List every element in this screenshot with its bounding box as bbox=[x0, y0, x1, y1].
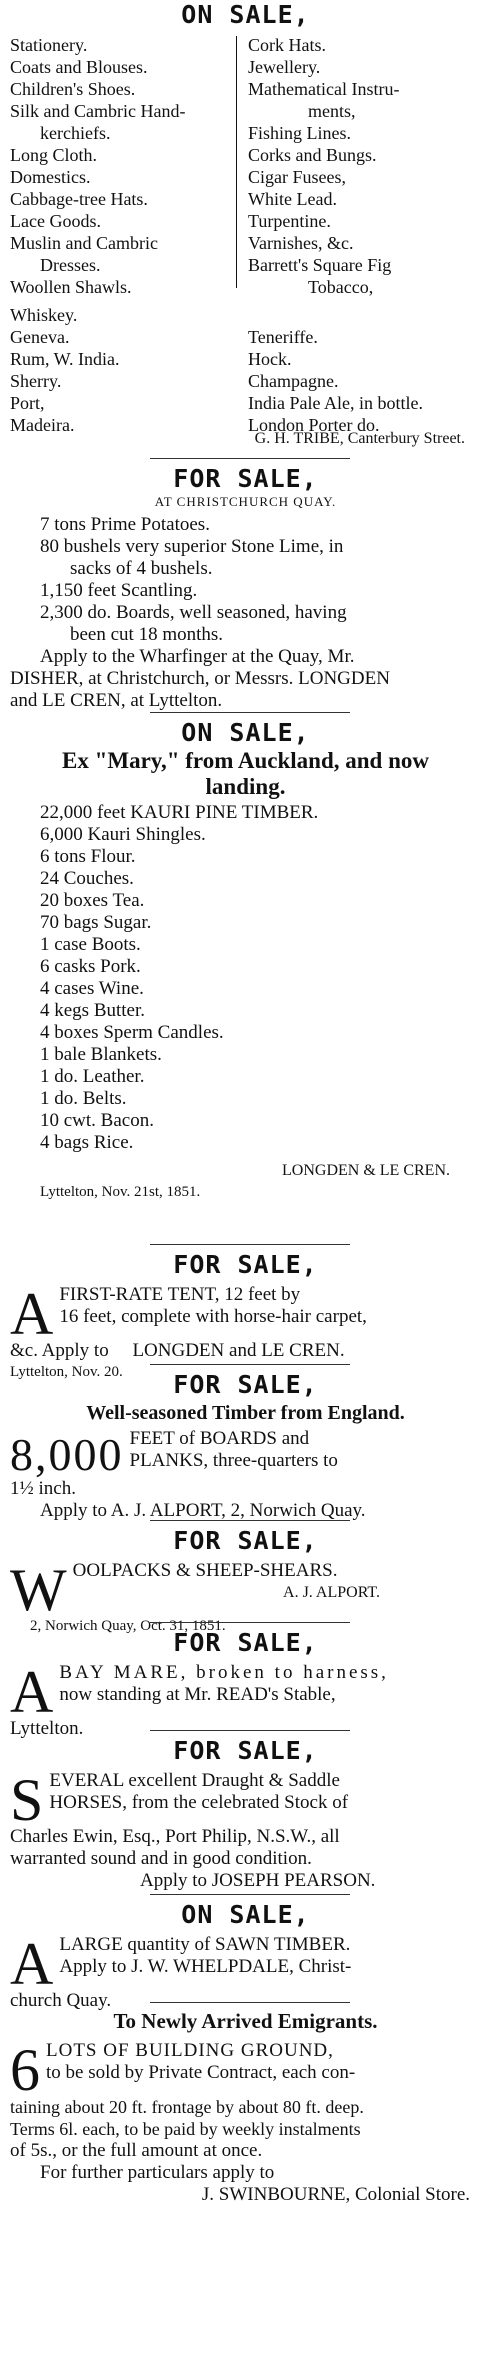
text-line: FIRST-RATE TENT, 12 feet by bbox=[59, 1284, 301, 1305]
ad-heading: To Newly Arrived Emigrants. bbox=[113, 2009, 378, 2033]
ad-heading: ON SALE, bbox=[181, 0, 310, 29]
list-item: Cabbage-tree Hats. bbox=[10, 189, 148, 209]
divider bbox=[150, 1894, 350, 1895]
list-item: ments, bbox=[308, 101, 356, 121]
drop-cap: 6 bbox=[10, 2037, 40, 2103]
text-line: Charles Ewin, Esq., Port Philip, N.S.W., all bbox=[10, 1826, 340, 1847]
divider bbox=[150, 1244, 350, 1245]
text-line: 80 bushels very superior Stone Lime, in bbox=[40, 536, 344, 557]
text-line: 6,000 Kauri Shingles. bbox=[40, 824, 206, 845]
text-line: 4 boxes Sperm Candles. bbox=[40, 1022, 224, 1043]
ad-subheading: Ex "Mary," from Auckland, and now landing. bbox=[62, 748, 429, 799]
list-item: Madeira. bbox=[10, 415, 75, 435]
drop-cap: A bbox=[10, 1659, 54, 1725]
list-item: Domestics. bbox=[10, 167, 91, 187]
text-line: now standing at Mr. READ's Stable, bbox=[59, 1684, 336, 1705]
ad-heading: FOR SALE, bbox=[173, 1628, 318, 1657]
list-item: Jewellery. bbox=[248, 57, 321, 77]
list-item: London Porter do. bbox=[248, 415, 380, 435]
text-line: DISHER, at Christchurch, or Messrs. LONGDEN bbox=[10, 668, 390, 689]
list-item: Corks and Bungs. bbox=[248, 145, 377, 165]
text-line: church Quay. bbox=[10, 1990, 112, 2011]
drop-cap: A bbox=[10, 1931, 54, 1997]
ad-body bbox=[10, 1659, 480, 1740]
ad-christchurch-quay bbox=[0, 464, 491, 711]
list-item: Muslin and Cambric bbox=[10, 233, 158, 253]
ad-body bbox=[10, 1931, 480, 2012]
list-item: India Pale Ale, in bottle. bbox=[248, 393, 423, 413]
divider bbox=[150, 1520, 350, 1521]
ad-heading: FOR SALE, bbox=[173, 1736, 318, 1765]
text-line: LARGE quantity of SAWN TIMBER. bbox=[59, 1934, 351, 1955]
text-line: been cut 18 months. bbox=[70, 624, 224, 645]
text-line: 70 bags Sugar. bbox=[40, 912, 152, 933]
text-line: 10 cwt. Bacon. bbox=[40, 1110, 154, 1131]
list-item: Long Cloth. bbox=[10, 145, 98, 165]
big-number: 8,000 bbox=[10, 1429, 124, 1480]
ad-subheading: AT CHRISTCHURCH QUAY. bbox=[154, 494, 337, 509]
text-line: 1½ inch. bbox=[10, 1478, 76, 1499]
divider bbox=[150, 1622, 350, 1623]
list-item: Coats and Blouses. bbox=[10, 57, 148, 77]
text-line: 1 bale Blankets. bbox=[40, 1044, 162, 1065]
text-line: FEET of BOARDS and bbox=[129, 1428, 310, 1449]
divider bbox=[150, 458, 350, 459]
text-line: and LE CREN, at Lyttelton. bbox=[10, 690, 223, 711]
text-line: Lyttelton. bbox=[10, 1718, 84, 1739]
text-line: to be sold by Private Contract, each con- bbox=[46, 2062, 356, 2083]
text-line: EVERAL excellent Draught & Saddle bbox=[49, 1770, 340, 1791]
ad-ex-mary bbox=[0, 718, 491, 1200]
text-line: 2,300 do. Boards, well seasoned, having bbox=[40, 602, 347, 623]
list-item: Lace Goods. bbox=[10, 211, 101, 231]
text-line: 4 cases Wine. bbox=[40, 978, 144, 999]
list-item: Cigar Fusees, bbox=[248, 167, 346, 187]
ad-subheading: Well-seasoned Timber from England. bbox=[86, 1402, 405, 1424]
list-item: White Lead. bbox=[248, 189, 337, 209]
list-item: Mathematical Instru- bbox=[248, 79, 400, 99]
text-line: Apply to A. J. ALPORT, 2, Norwich Quay. bbox=[40, 1500, 366, 1521]
ad-body bbox=[10, 1557, 480, 1636]
text-line: 20 boxes Tea. bbox=[40, 890, 145, 911]
list-item: Tobacco, bbox=[308, 277, 374, 297]
list-item: Teneriffe. bbox=[248, 327, 318, 347]
ad-heading: FOR SALE, bbox=[173, 464, 318, 493]
list-item: Woollen Shawls. bbox=[10, 277, 132, 297]
ad-body bbox=[10, 1767, 480, 1892]
list-item: Barrett's Square Fig bbox=[248, 255, 392, 275]
drop-cap: S bbox=[10, 1767, 44, 1833]
ad-timber-england bbox=[0, 1370, 491, 1521]
ad-body bbox=[10, 514, 480, 712]
ad-heading: ON SALE, bbox=[181, 1900, 310, 1929]
list-item: Turpentine. bbox=[248, 211, 331, 231]
right-item-list bbox=[248, 34, 423, 436]
text-line: 6 tons Flour. bbox=[40, 846, 136, 867]
divider bbox=[150, 1364, 350, 1365]
text-line: 4 kegs Butter. bbox=[40, 1000, 146, 1021]
text-line: Apply to the Wharfinger at the Quay, Mr. bbox=[40, 646, 355, 667]
drop-cap: W bbox=[10, 1557, 67, 1623]
text-line: BAY MARE, broken to harness, bbox=[59, 1662, 389, 1683]
divider bbox=[150, 1730, 350, 1731]
text-line: 4 bags Rice. bbox=[40, 1132, 134, 1153]
column-divider bbox=[236, 36, 237, 288]
list-item: Port, bbox=[10, 393, 45, 413]
left-item-list bbox=[10, 34, 185, 436]
ad-heading: FOR SALE, bbox=[173, 1370, 318, 1399]
text-line: 6 casks Pork. bbox=[40, 956, 141, 977]
ad-heading: FOR SALE, bbox=[173, 1526, 318, 1555]
divider bbox=[150, 712, 350, 713]
list-item: kerchiefs. bbox=[40, 123, 111, 143]
list-item: Cork Hats. bbox=[248, 35, 326, 55]
divider bbox=[150, 2002, 350, 2003]
ad-general-goods bbox=[0, 0, 491, 447]
list-item: Hock. bbox=[248, 349, 292, 369]
text-line: For further particulars apply to bbox=[40, 2162, 275, 2183]
text-line: 1 do. Belts. bbox=[40, 1088, 127, 1109]
text-line: warranted sound and in good condition. bbox=[10, 1848, 312, 1869]
text-line: 1 case Boots. bbox=[40, 934, 141, 955]
list-item: Rum, W. India. bbox=[10, 349, 120, 369]
ad-heading: ON SALE, bbox=[181, 718, 310, 747]
ad-horses bbox=[0, 1736, 491, 1891]
ad-signature: J. SWINBOURNE, Colonial Store. bbox=[201, 2184, 470, 2205]
ad-body bbox=[10, 1428, 480, 1522]
text-line: PLANKS, three-quarters to bbox=[129, 1450, 338, 1471]
list-item: Children's Shoes. bbox=[10, 79, 136, 99]
text-line: sacks of 4 bushels. bbox=[70, 558, 213, 579]
list-item: Stationery. bbox=[10, 35, 88, 55]
text-line: Terms 6l. each, to be paid by weekly instalments bbox=[10, 2119, 361, 2139]
text-line: &c. Apply to LONGDEN and LE CREN. bbox=[10, 1340, 345, 1361]
ad-dateline: Lyttelton, Nov. 20. bbox=[10, 1364, 123, 1380]
ad-signature: A. J. ALPORT. bbox=[283, 1584, 380, 1601]
text-line: 24 Couches. bbox=[40, 868, 134, 889]
text-line: 16 feet, complete with horse-hair carpet, bbox=[59, 1306, 367, 1327]
list-item: Silk and Cambric Hand- bbox=[10, 101, 186, 121]
text-line: of 5s., or the full amount at once. bbox=[10, 2140, 263, 2161]
list-item: Champagne. bbox=[248, 371, 339, 391]
list-item: Whiskey. bbox=[10, 305, 78, 325]
ad-body bbox=[10, 1281, 480, 1382]
ad-body bbox=[10, 2037, 480, 2206]
ad-dateline: Lyttelton, Nov. 21st, 1851. bbox=[40, 1184, 201, 1200]
text-line: Apply to J. W. WHELPDALE, Christ- bbox=[59, 1956, 352, 1977]
ad-dateline: 2, Norwich Quay, Oct. 31, 1851. bbox=[30, 1618, 226, 1634]
ad-signature: G. H. TRIBE, Canterbury Street. bbox=[254, 430, 465, 447]
text-line: 22,000 feet KAURI PINE TIMBER. bbox=[40, 802, 319, 823]
text-line: HORSES, from the celebrated Stock of bbox=[49, 1792, 349, 1813]
ad-heading: FOR SALE, bbox=[173, 1250, 318, 1279]
ad-sawn-timber bbox=[0, 1900, 491, 2011]
text-line: OOLPACKS & SHEEP-SHEARS. bbox=[72, 1560, 338, 1581]
list-item: Sherry. bbox=[10, 371, 62, 391]
ad-body bbox=[10, 802, 480, 1202]
ad-tent bbox=[0, 1250, 491, 1380]
list-item: Fishing Lines. bbox=[248, 123, 352, 143]
text-line: LOTS OF BUILDING GROUND, bbox=[46, 2040, 334, 2061]
ad-signature: LONGDEN & LE CREN. bbox=[282, 1162, 450, 1179]
text-line: Apply to JOSEPH PEARSON. bbox=[140, 1870, 376, 1891]
text-line: 1,150 feet Scantling. bbox=[40, 580, 198, 601]
drop-cap: A bbox=[10, 1281, 54, 1347]
list-item: Varnishes, &c. bbox=[248, 233, 354, 253]
list-item: Dresses. bbox=[40, 255, 101, 275]
list-item: Geneva. bbox=[10, 327, 70, 347]
text-line: 7 tons Prime Potatoes. bbox=[40, 514, 210, 535]
text-line: taining about 20 ft. frontage by about 80 ft. deep. bbox=[10, 2097, 364, 2117]
text-line: 1 do. Leather. bbox=[40, 1066, 145, 1087]
ad-woolpacks bbox=[0, 1526, 491, 1634]
ad-bay-mare bbox=[0, 1628, 491, 1739]
ad-building-ground bbox=[0, 2008, 491, 2205]
